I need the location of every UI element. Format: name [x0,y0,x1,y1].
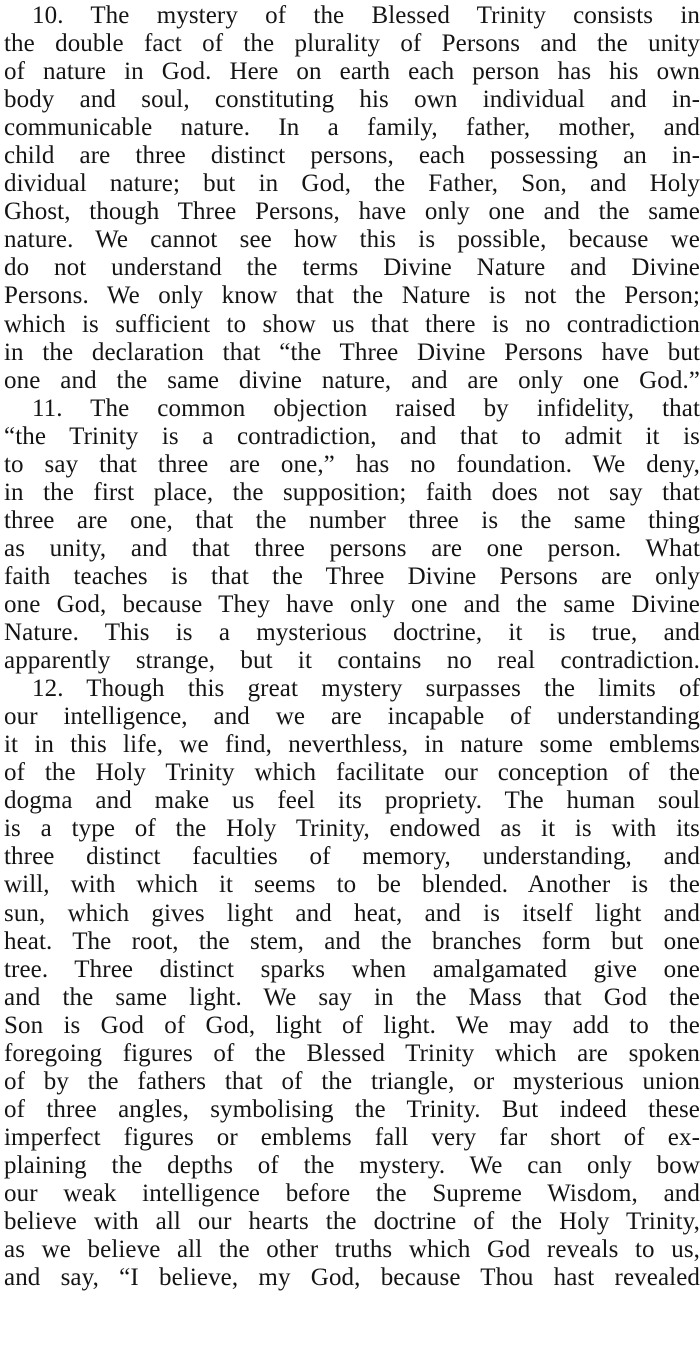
paragraph-12-line: will, with which it seems to be blended. Another is the [4,871,700,899]
paragraph-12-line: 12. Though this great mystery surpasses the limits of [32,675,700,703]
paragraph-10-line: body and soul, constituting his own individual and in- [4,86,700,114]
paragraph-11-line: Nature. This is a mysterious doctrine, it is true, and [4,619,700,647]
paragraph-11-line: as unity, and that three persons are one person. What [4,534,700,562]
paragraph-12-line: sun, which gives light and heat, and is itself light and [4,899,700,927]
paragraph-12-line: it in this life, we find, neverthless, in nature some emblems [4,731,700,759]
paragraph-12-line: our intelligence, and we are incapable of understanding [4,703,700,731]
paragraph-10-line: of nature in God. Here on earth each person has his own [4,58,700,86]
paragraph-11-line: faith teaches is that the Three Divine Persons are only [4,562,700,590]
paragraph-11-line: “the Trinity is a contradiction, and that to admit it is [4,422,700,450]
paragraph-10-line: nature. We cannot see how this is possible, because we [4,226,700,254]
paragraph-10-line: Ghost, though Three Persons, have only one and the same [4,198,700,226]
paragraph-10-line: Persons. We only know that the Nature is not the Person; [4,282,700,310]
paragraph-12-line: is a type of the Holy Trinity, endowed as it is with its [4,815,700,843]
paragraph-12-line: our weak intelligence before the Supreme Wisdom, and [4,1179,700,1207]
paragraph-12-line: tree. Three distinct sparks when amalgamated give one [4,955,700,983]
paragraph-11-line: in the first place, the supposition; faith does not say that [4,478,700,506]
paragraph-12-line: heat. The root, the stem, and the branches form but one [4,927,700,955]
paragraph-10-line: which is sufficient to show us that there is no contradiction [4,310,700,338]
paragraph-12-line: dogma and make us feel its propriety. The human soul [4,787,700,815]
paragraph-12-line: imperfect figures or emblems fall very far short of ex- [4,1123,700,1151]
paragraph-10-line: dividual nature; but in God, the Father, Son, and Holy [4,170,700,198]
paragraph-10-line: in the declaration that “the Three Divine Persons have but [4,338,700,366]
paragraph-10-line: one and the same divine nature, and are only one God.” [4,366,700,394]
paragraph-10-line: child are three distinct persons, each possessing an in- [4,142,700,170]
paragraph-12-line: and the same light. We say in the Mass that God the [4,983,700,1011]
paragraph-12-line: Son is God of God, light of light. We may add to the [4,1011,700,1039]
paragraph-11-line: three are one, that the number three is the same thing [4,506,700,534]
paragraph-12-line: and say, “I believe, my God, because Thou hast revealed [4,1264,700,1292]
paragraph-11-line: apparently strange, but it contains no real contradiction. [4,647,700,675]
paragraph-12-line: of three angles, symbolising the Trinity. But indeed these [4,1095,700,1123]
paragraph-10-line: 10. The mystery of the Blessed Trinity consists in [32,2,700,29]
paragraph-11-line: 11. The common objection raised by infidelity, that [32,394,700,422]
paragraph-12-line: of by the fathers that of the triangle, or mysterious union [4,1067,700,1095]
paragraph-12-line: three distinct faculties of memory, understanding, and [4,843,700,871]
paragraph-10-line: communicable nature. In a family, father, mother, and [4,114,700,142]
paragraph-12-line: believe with all our hearts the doctrine of the Holy Trinity, [4,1208,700,1236]
paragraph-12-line: as we believe all the other truths which God reveals to us, [4,1236,700,1264]
paragraph-12-line: foregoing figures of the Blessed Trinity which are spoken [4,1039,700,1067]
paragraph-10-line: the double fact of the plurality of Persons and the unity [4,30,700,58]
paragraph-11-line: one God, because They have only one and the same Divine [4,590,700,618]
paragraph-12-line: of the Holy Trinity which facilitate our conception of the [4,759,700,787]
paragraph-10-line: do not understand the terms Divine Nature and Divine [4,254,700,282]
paragraph-11-line: to say that three are one,” has no foundation. We deny, [4,450,700,478]
paragraph-12-line: plaining the depths of the mystery. We can only bow [4,1151,700,1179]
